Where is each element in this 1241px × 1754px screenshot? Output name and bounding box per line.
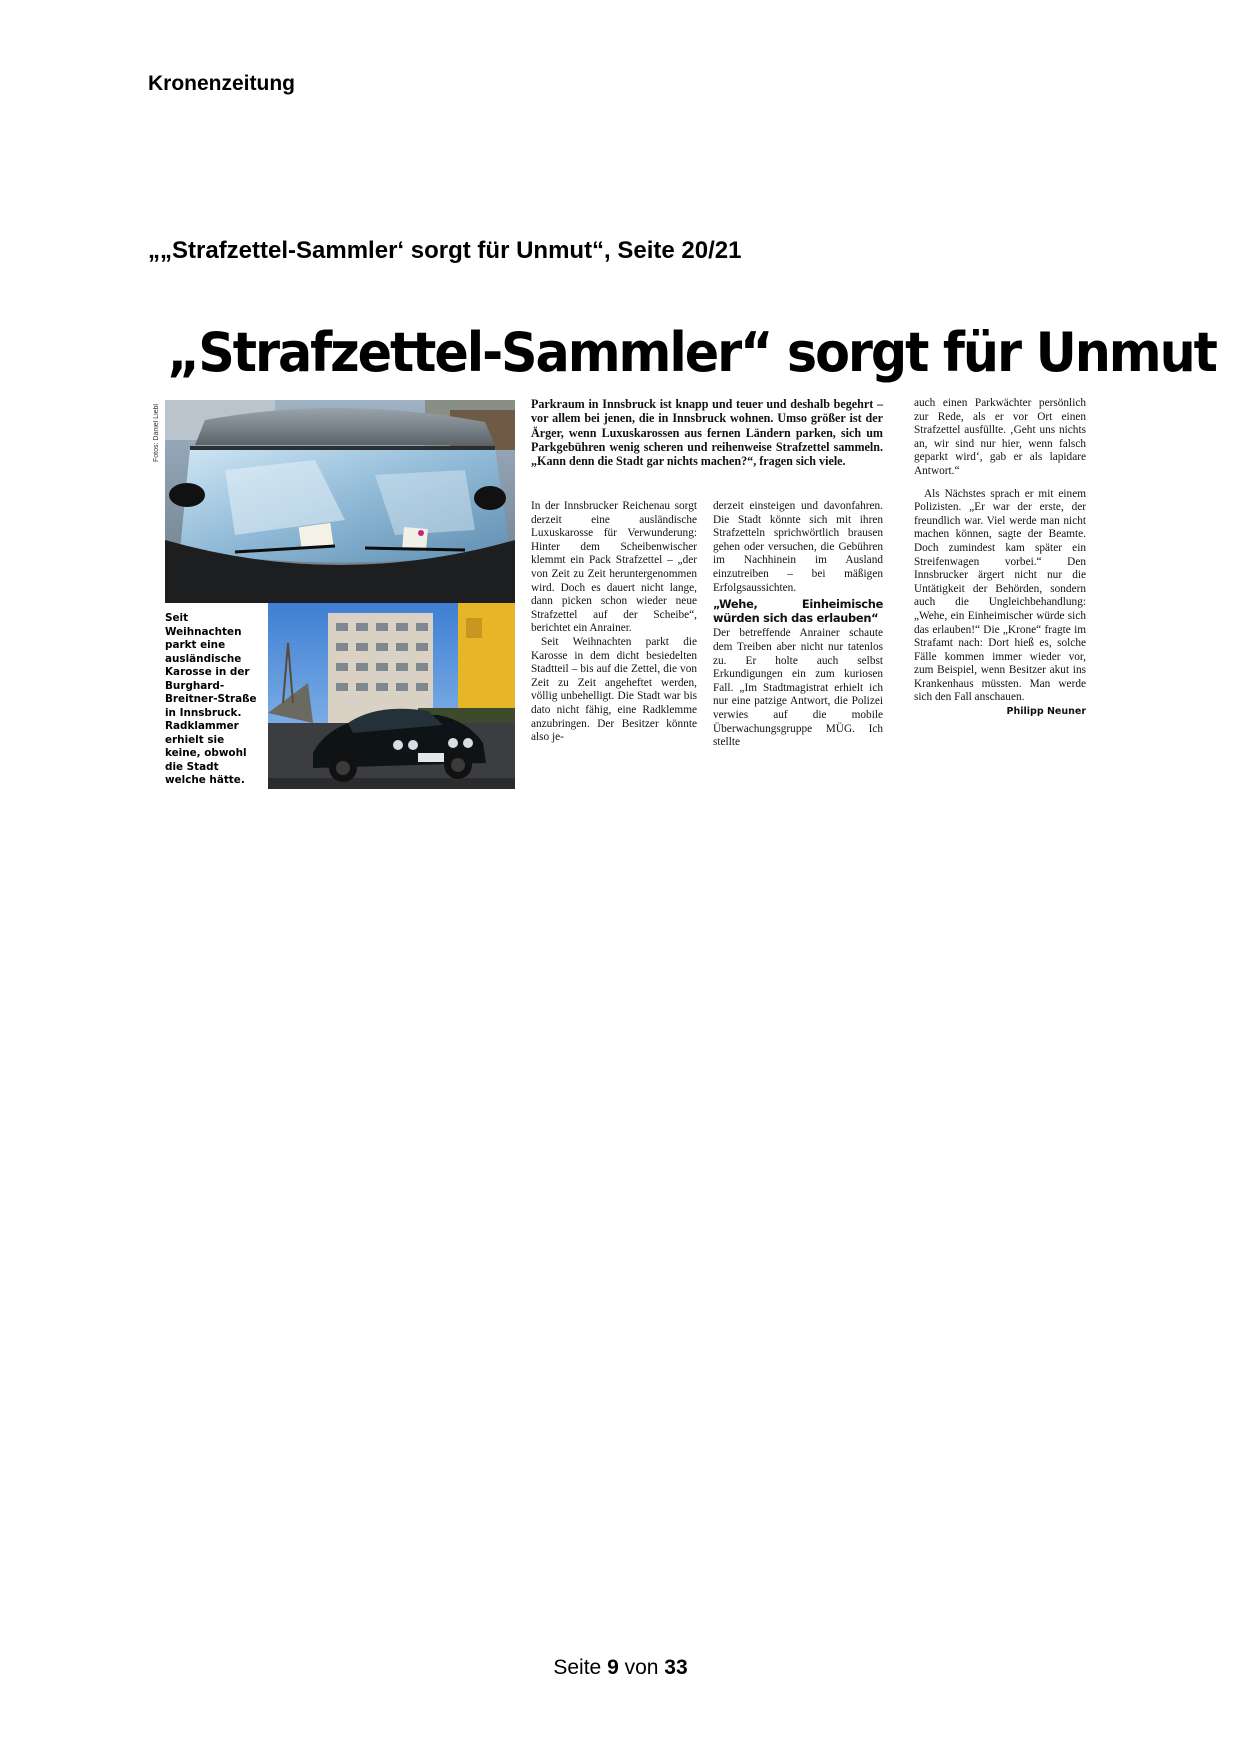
paragraph-text: Als Nächstes sprach er mit einem Polizisten. „Er war der erste, der freundlich war. Viel werde man nicht machen können, sagte der Beamte. Doch zumindest kam später ein Streifenwagen vorbei.“ Den Innsbrucker ärgert nicht nur die Untätigkeit der Behörden, sondern auch die Ungleichbehandlung: „Wehe, ein Einheimischer würde sich das erlauben!“ Die „Krone“ fragte im Strafamt nach: Dort hieß es, solche Fälle kommen immer wieder vor, zum Beispiel, wenn Besitzer akut ins Krankenhaus müssten. Man werde sich den Fall anschauen.: [914, 487, 1086, 704]
author-byline: Philipp Neuner: [1006, 706, 1086, 718]
paragraph: In der Innsbrucker Reichenau sorgt derzeit eine ausländische Luxuskarosse für Verwunderung: Hinter dem Scheibenwischer klemmt ein Pack Strafzettel – „der von Zeit zu Zeit heruntergenommen wird. Doch es dauert nicht lange, dann picken schon wieder neue Strafzettel auf der Scheibe“, berichtet ein Anrainer.: [531, 500, 697, 635]
parked-car-photo-image: [268, 603, 515, 789]
source-label: Kronenzeitung: [148, 72, 295, 95]
photo-caption: Seit Weihnachten parkt eine ausländische Karosse in der Burghard-Breitner-Straße in Innsbruck. Radklammer erhielt sie keine, obwohl die Stadt welche hätte.: [165, 612, 257, 786]
paragraph: Der betreffende Anrainer schaute dem Treiben aber nicht nur tatenlos zu. Er holte auch selbst Erkundigungen ein zum kuriosen Fall. „Im Stadtmagistrat erhielt ich nur eine patzige Antwort, die Polizei verwies auf die mobile Überwachungsgruppe MÜG. Ich stellte: [713, 627, 883, 749]
paragraph: [914, 487, 1086, 718]
parked-car-photo: [268, 603, 515, 789]
paragraph: auch einen Parkwächter persönlich zur Rede, als er vor Ort einen Strafzettel ausfüllte. ‚Geht uns nichts an, wir sind nur hier, wenn falsch geparkt wird‘, gab er als lapidare Antwort.“: [914, 397, 1086, 477]
document-title: „„Strafzettel-Sammler‘ sorgt für Unmut“, Seite 20/21: [148, 237, 742, 264]
paragraph: derzeit einsteigen und davonfahren. Die Stadt könnte sich mit ihren Strafzetteln sprichwörtlich brausen gehen oder versuchen, die Gebühren im Nachhinein im Ausland einzutreiben – bei mäßigen Erfolgsaussichten.: [713, 500, 883, 594]
page-prefix: Seite: [553, 1656, 602, 1679]
page-number: [0, 1656, 1241, 1680]
paragraph: Seit Weihnachten parkt die Karosse in dem dicht besiedelten Stadtteil – bis auf die Zettel, die von Zeit zu Zeit angeheftet werden, völlig unbehelligt. Die Stadt war bis dato nicht fähig, eine Radklemme anzubringen. Der Besitzer könnte also je-: [531, 635, 697, 744]
article-lead: Parkraum in Innsbruck ist knapp und teuer und deshalb begehrt – vor allem bei jenen, die in Innsbruck wohnen. Umso größer ist der Ärger, wenn Luxuskarossen aus fernen Ländern parken, sich um Parkgebühren wenig scheren und reihenweise Strafzettel sammeln. „Kann denn die Stadt gar nichts machen?“, fragen sich viele.: [531, 397, 883, 469]
article-column-1: [531, 500, 697, 745]
windshield-photo-image: [165, 400, 515, 603]
page-separator: von: [624, 1656, 659, 1679]
clipping-headline: „Strafzettel-Sammler“ sorgt für Unmut: [167, 321, 1216, 384]
current-page-number: 9: [607, 1656, 619, 1679]
article-subheading: „Wehe, Einheimische würden sich das erlauben“: [713, 597, 883, 625]
windshield-photo: [165, 400, 515, 603]
newspaper-clipping: [153, 320, 1216, 795]
article-column-2: [713, 500, 883, 750]
article-column-3: [914, 397, 1086, 719]
photo-credit: Fotos: Daniel Liebl: [153, 404, 160, 462]
total-page-count: 33: [664, 1656, 688, 1679]
